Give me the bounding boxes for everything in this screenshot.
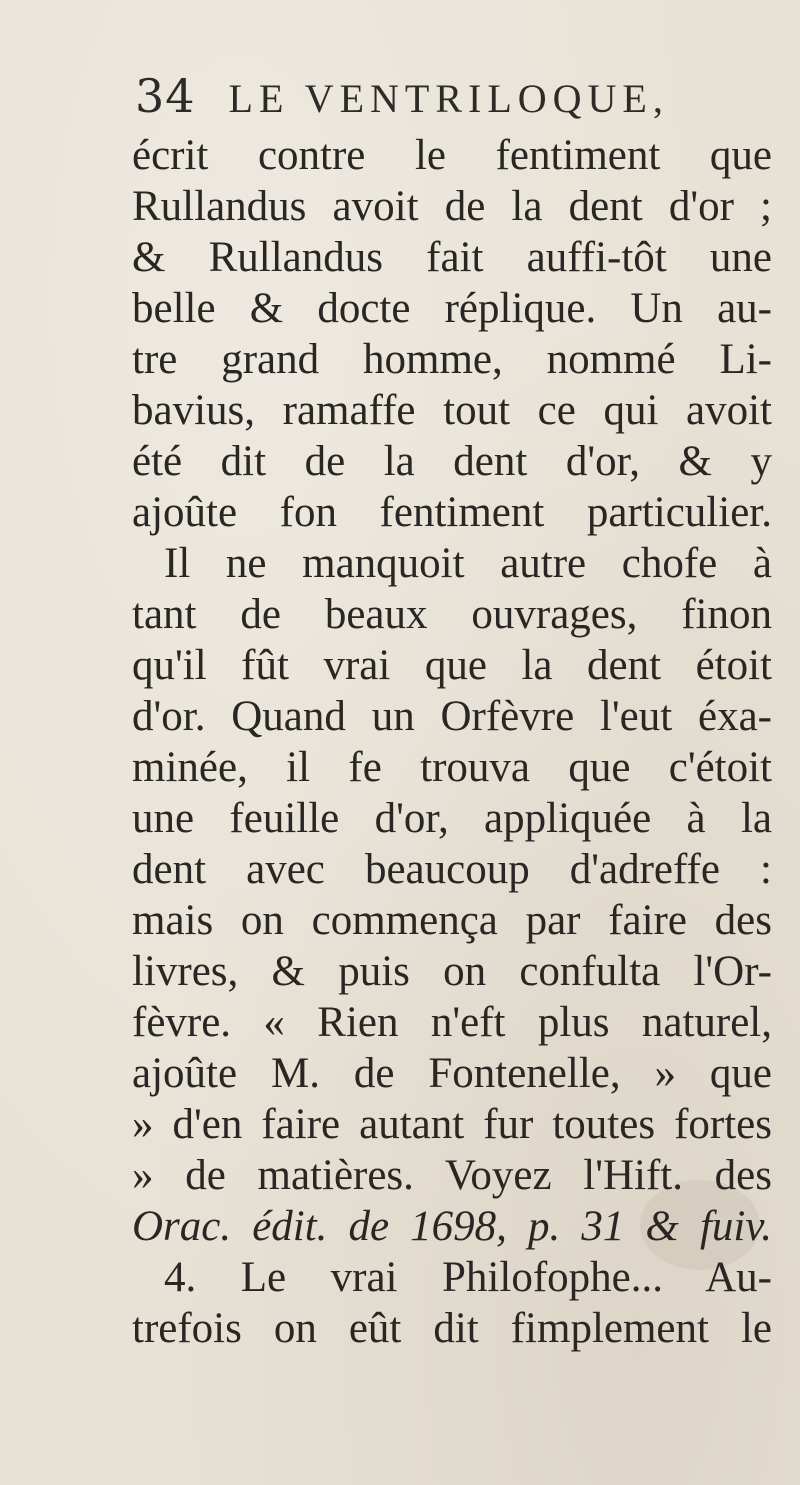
running-head [135, 62, 755, 130]
running-title: LE VENTRILOQUE, [228, 76, 669, 121]
text-line: trefois on eût dit fimplement le [132, 1305, 772, 1352]
text-line: Rullandus avoit de la dent d'or ; [132, 183, 772, 230]
text-line: été dit de la dent d'or, & y [132, 438, 772, 485]
body-text [132, 130, 772, 1354]
text-line: ajoûte fon fentiment particulier. [132, 489, 772, 536]
text-line: d'or. Quand un Orfèvre l'eut éxa- [132, 693, 772, 740]
text-line: qu'il fût vrai que la dent étoit [132, 642, 772, 689]
text-line: minée, il fe trouva que c'étoit [132, 744, 772, 791]
text-line: belle & docte réplique. Un au- [132, 285, 772, 332]
text-line: tant de beaux ouvrages, finon [132, 591, 772, 638]
text-line: » d'en faire autant fur toutes fortes [132, 1101, 772, 1148]
text-line: & Rullandus fait auffi-tôt une [132, 234, 772, 281]
text-line: » de matières. Voyez l'Hift. des [132, 1152, 772, 1199]
text-line: Orac. édit. de 1698, p. 31 & fuiv. [132, 1203, 772, 1250]
text-line: livres, & puis on confulta l'Or- [132, 948, 772, 995]
text-line: une feuille d'or, appliquée à la [132, 795, 772, 842]
text-line: bavius, ramaffe tout ce qui avoit [132, 387, 772, 434]
text-line: mais on commença par faire des [132, 897, 772, 944]
text-line: écrit contre le fentiment que [132, 132, 772, 179]
text-line: fèvre. « Rien n'eft plus naturel, [132, 999, 772, 1046]
text-line: Il ne manquoit autre chofe à [164, 540, 772, 587]
text-line: ajoûte M. de Fontenelle, » que [132, 1050, 772, 1097]
page-number: 34 [135, 69, 196, 123]
text-line: dent avec beaucoup d'adreffe : [132, 846, 772, 893]
text-line: 4. Le vrai Philofophe... Au- [164, 1254, 772, 1301]
text-line: tre grand homme, nommé Li- [132, 336, 772, 383]
